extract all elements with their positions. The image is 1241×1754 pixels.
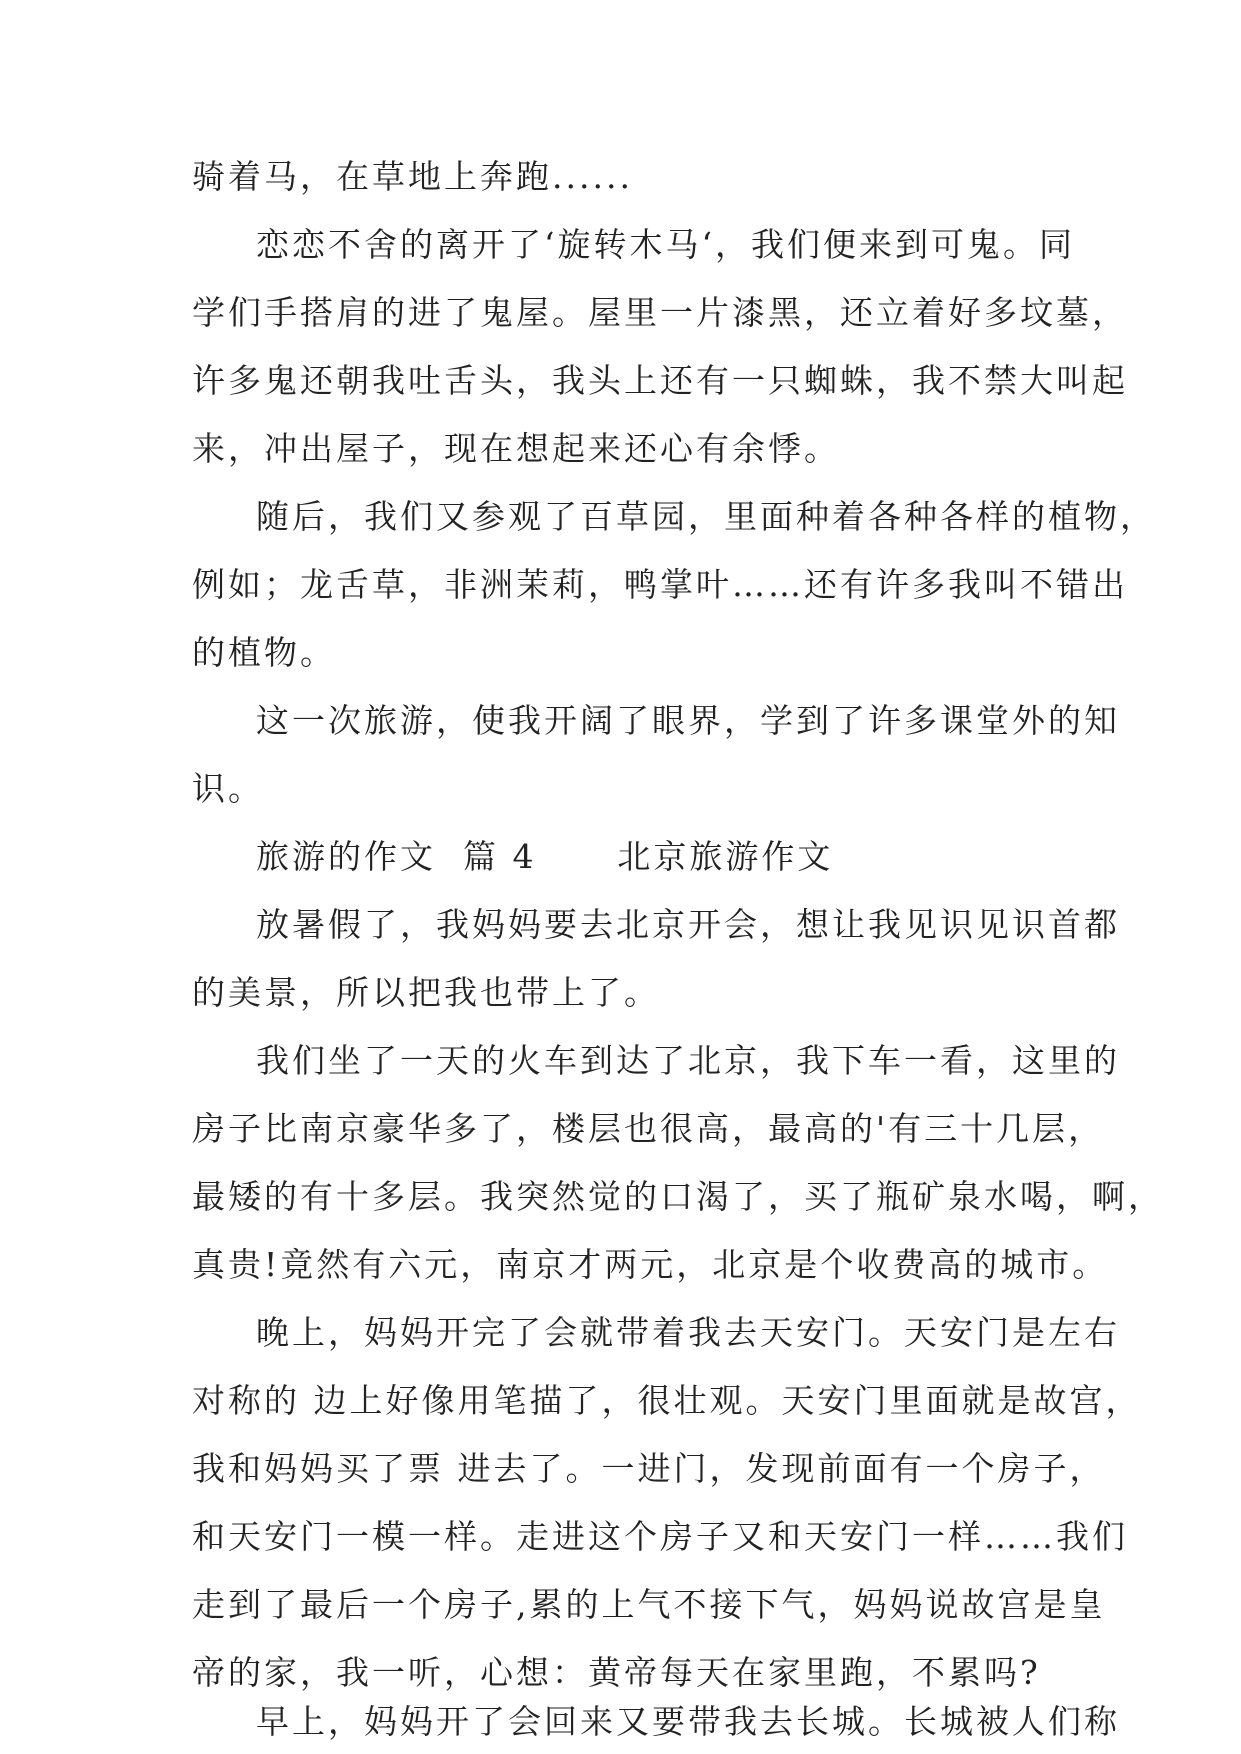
text-line: 学们手搭肩的进了鬼屋。屋里一片漆黑，还立着好多坟墓，: [192, 293, 1128, 332]
text-line: 我们坐了一天的火车到达了北京，我下车一看，这里的: [256, 1041, 1120, 1080]
text-line: 真贵!竟然有六元，南京才两元，北京是个收费高的城市。: [192, 1245, 1109, 1284]
text-line: 许多鬼还朝我吐舌头，我头上还有一只蜘蛛，我不禁大叫起: [192, 361, 1128, 400]
text-line: 识。: [192, 769, 264, 808]
text-line: 来，冲出屋子，现在想起来还心有余悸。: [192, 429, 840, 468]
text-line: 例如；龙舌草，非洲茉莉，鸭掌叶……还有许多我叫不错出: [192, 565, 1128, 604]
text-line: 最矮的有十多层。我突然觉的口渴了，买了瓶矿泉水喝，啊，: [192, 1177, 1164, 1216]
text-line: 我和妈妈买了票 进去了。一进门，发现前面有一个房子，: [192, 1449, 1106, 1488]
text-line: 恋恋不舍的离开了‘旋转木马‘，我们便来到可鬼。同: [256, 225, 1075, 264]
text-line: 对称的 边上好像用笔描了，很壮观。天安门里面就是故宫，: [192, 1381, 1142, 1420]
text-line: 走到了最后一个房子,累的上气不接下气，妈妈说故宫是皇: [192, 1585, 1106, 1624]
text-line: 放暑假了，我妈妈要去北京开会，想让我见识见识首都: [256, 905, 1120, 944]
text-line: 骑着马，在草地上奔跑......: [192, 157, 633, 196]
text-line: 和天安门一模一样。走进这个房子又和天安门一样……我们: [192, 1517, 1128, 1556]
text-line: 早上，妈妈开了会回来又要带我去长城。长城被人们称: [256, 1702, 1120, 1741]
text-line: 这一次旅游，使我开阔了眼界，学到了许多课堂外的知: [256, 701, 1120, 740]
text-line: 的植物。: [192, 633, 336, 672]
text-line: 随后，我们又参观了百草园，里面种着各种各样的植物，: [256, 497, 1156, 536]
text-line: 房子比南京豪华多了，楼层也很高，最高的'有三十几层，: [192, 1109, 1105, 1148]
text-line: 晚上，妈妈开完了会就带着我去天安门。天安门是左右: [256, 1313, 1120, 1352]
section-heading: 旅游的作文 篇 4 北京旅游作文: [256, 837, 834, 876]
text-line: 的美景，所以把我也带上了。: [192, 973, 660, 1012]
text-line: 帝的家，我一听，心想：黄帝每天在家里跑，不累吗?: [192, 1653, 1041, 1692]
